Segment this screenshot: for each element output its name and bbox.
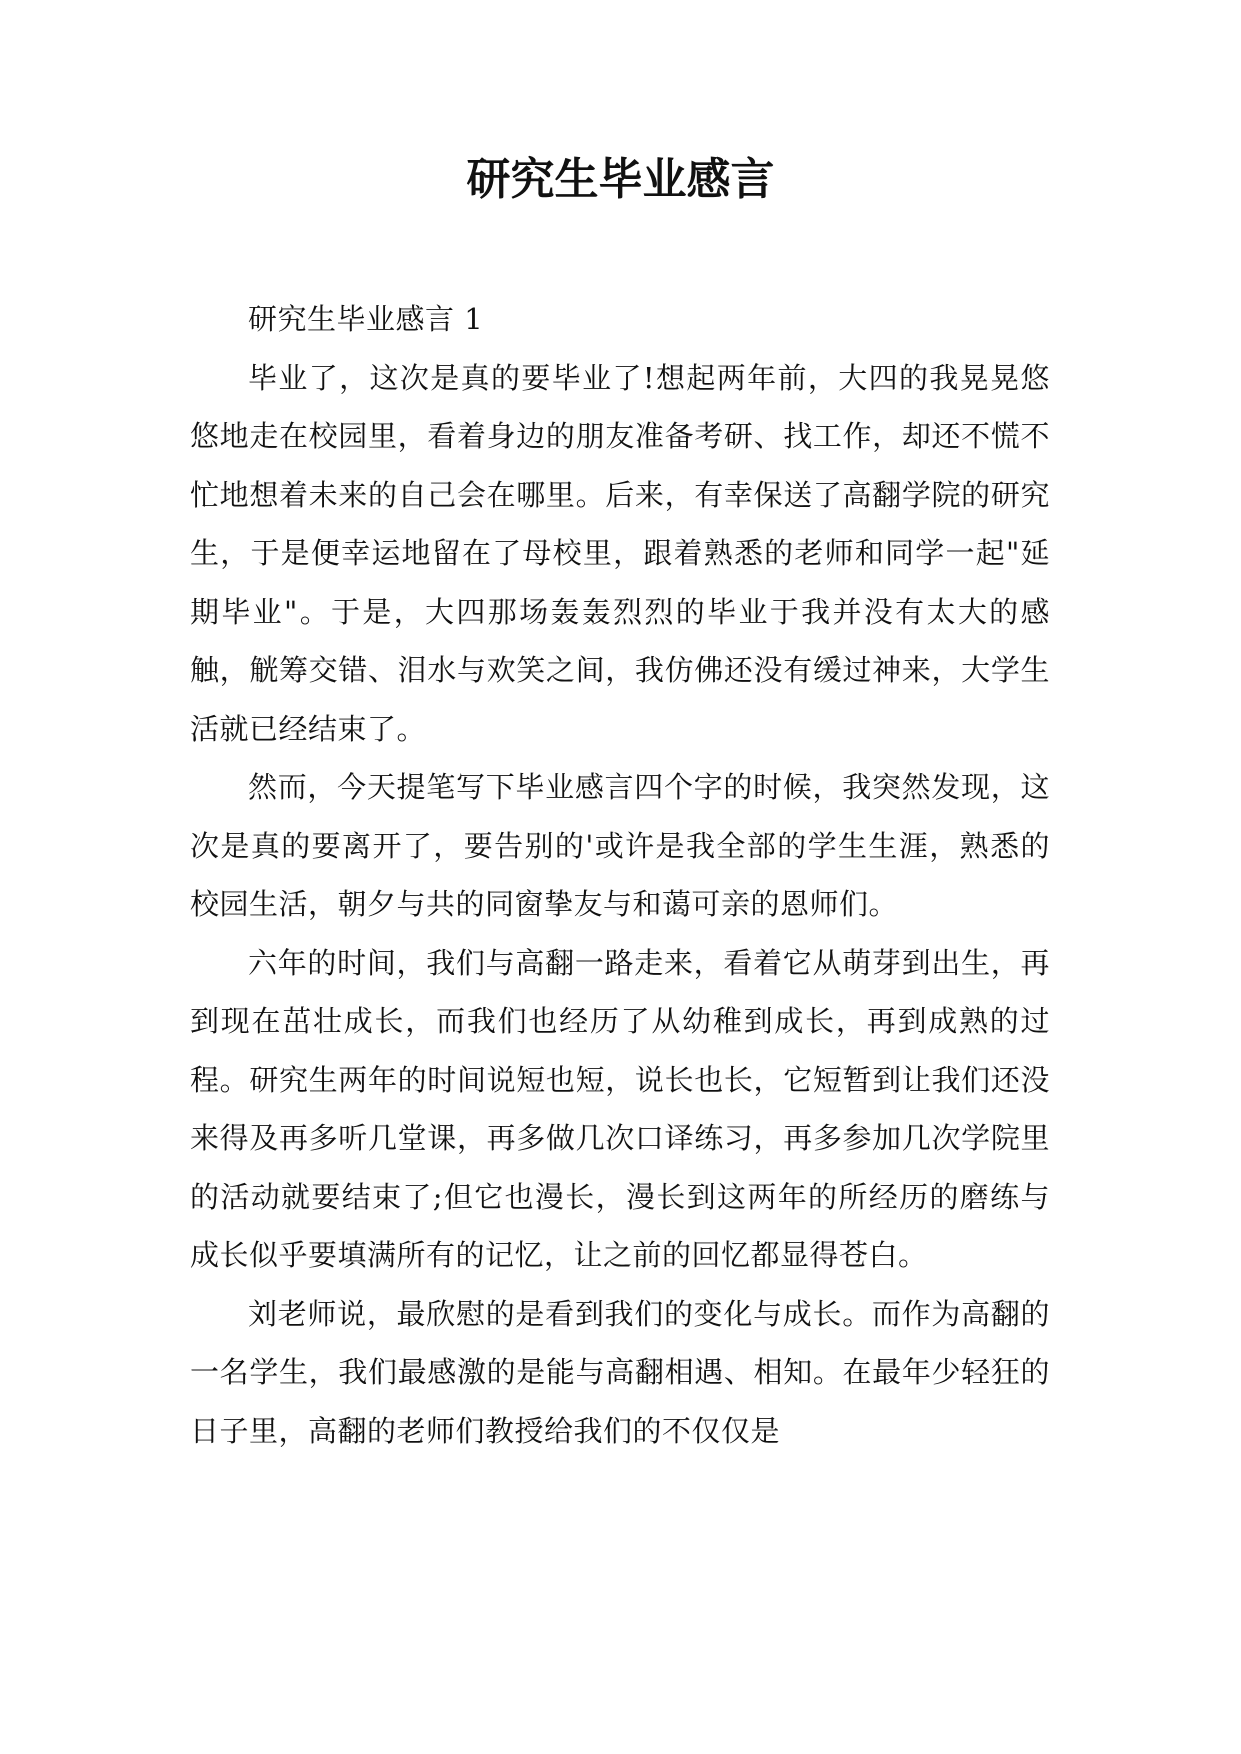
document-title: 研究生毕业感言: [466, 154, 775, 205]
paragraph: 刘老师说，最欣慰的是看到我们的变化与成长。而作为高翻的一名学生，我们最感激的是能与高翻相遇、相知。在最年少轻狂的日子里，高翻的老师们教授给我们的不仅仅是: [190, 1296, 1050, 1448]
paragraph: 六年的时间，我们与高翻一路走来，看着它从萌芽到出生，再到现在茁壮成长，而我们也经历了从幼稚到成长，再到成熟的过程。研究生两年的时间说短也短，说长也长，它短暂到让我们还没来得及再多听几堂课，再多做几次口译练习，再多参加几次学院里的活动就要结束了;但它也漫长，漫长到这两年的所经历的磨练与成长似乎要填满所有的记忆，让之前的回忆都显得苍白。: [190, 945, 1050, 1272]
section-heading: 研究生毕业感言 1: [248, 302, 484, 336]
paragraph: 毕业了，这次是真的要毕业了!想起两年前，大四的我晃晃悠悠地走在校园里，看着身边的朋友准备考研、找工作，却还不慌不忙地想着未来的自己会在哪里。后来，有幸保送了高翻学院的研究生，于是便幸运地留在了母校里，跟着熟悉的老师和同学一起"延期毕业"。于是，大四那场轰轰烈烈的毕业于我并没有太大的感触，觥筹交错、泪水与欢笑之间，我仿佛还没有缓过神来，大学生活就已经结束了。: [190, 360, 1050, 746]
document-body: [190, 290, 1050, 1460]
paragraph: 然而，今天提笔写下毕业感言四个字的时候，我突然发现，这次是真的要离开了，要告别的'或许是我全部的学生生涯，熟悉的校园生活，朝夕与共的同窗挚友与和蔼可亲的恩师们。: [190, 770, 1050, 921]
